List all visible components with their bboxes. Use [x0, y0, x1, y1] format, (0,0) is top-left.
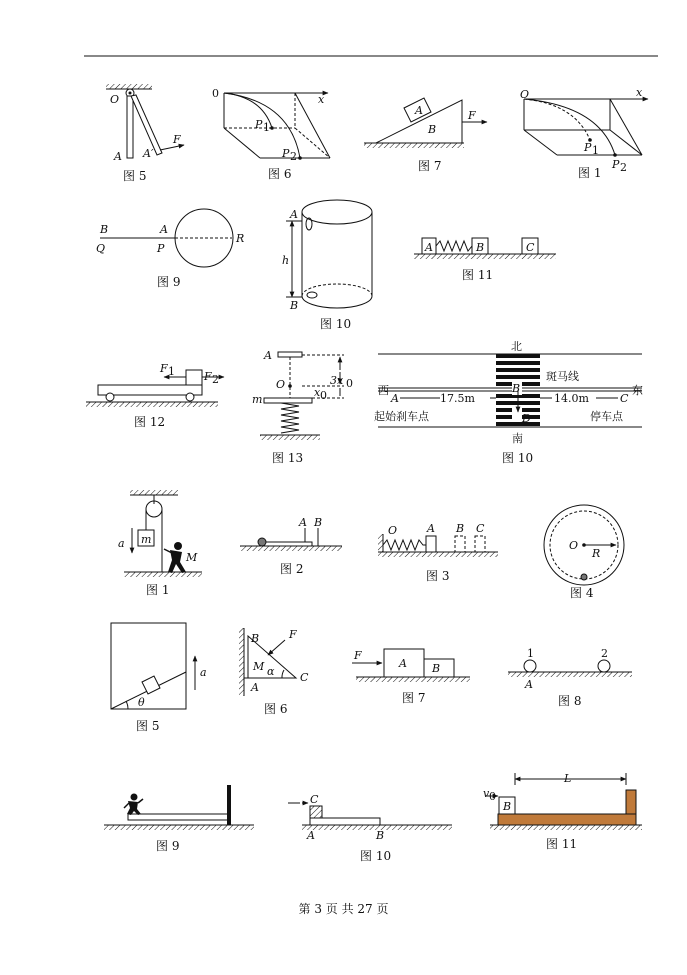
label: 1	[592, 144, 599, 157]
label: B	[476, 241, 485, 254]
figure-caption: 图 6	[268, 167, 292, 181]
figure-r2-9	[96, 209, 244, 289]
figure-caption: 图 12	[134, 415, 166, 429]
figure-caption: 图 8	[558, 694, 582, 708]
label: a	[200, 666, 207, 679]
figure-caption: 图 4	[570, 586, 594, 600]
label: A	[425, 241, 433, 254]
label: B	[456, 522, 465, 535]
figure-r6-9	[104, 785, 254, 853]
label: R	[236, 232, 245, 245]
figure-r5-7	[352, 649, 470, 705]
label: C	[620, 392, 629, 405]
figure-r5-5	[111, 623, 207, 733]
label: 2	[212, 373, 219, 386]
label: x	[318, 93, 325, 106]
label: 0	[320, 389, 327, 402]
label: 1	[168, 365, 175, 378]
label: 起始刹车点	[374, 410, 429, 423]
label: M	[253, 660, 265, 673]
label: A	[160, 223, 168, 236]
label: B	[512, 382, 521, 395]
label: A	[251, 681, 259, 694]
label: 2	[290, 150, 297, 163]
label: 0	[489, 790, 496, 803]
label: P	[282, 147, 290, 160]
figure-r1-6	[212, 87, 330, 181]
label: F	[354, 649, 362, 662]
label: O	[520, 88, 530, 101]
label: A	[290, 208, 298, 221]
label: B	[376, 829, 385, 842]
figure-r3-13	[252, 349, 353, 465]
label: R	[592, 547, 601, 560]
label: A′	[143, 147, 154, 160]
figure-caption: 图 9	[156, 839, 180, 853]
label: 2	[601, 647, 608, 660]
label: D	[522, 412, 531, 425]
label: A	[427, 522, 435, 535]
label: F	[173, 133, 181, 146]
label: A	[114, 150, 122, 163]
label: M	[186, 551, 198, 564]
label: h	[282, 254, 290, 267]
label: P	[584, 141, 592, 154]
label: 北	[511, 340, 522, 353]
label: F	[204, 370, 212, 383]
label: C	[526, 241, 535, 254]
figure-caption: 图 1	[146, 583, 170, 597]
label: 1	[263, 121, 270, 134]
figure-caption: 图 2	[280, 562, 304, 576]
label: A	[307, 829, 315, 842]
label: C	[476, 522, 485, 535]
label: C	[300, 671, 309, 684]
label: A	[415, 104, 423, 117]
figure-r4-3	[378, 522, 498, 583]
figure-caption: 图 11	[546, 837, 578, 851]
label: 2	[620, 161, 627, 174]
label: F	[289, 628, 297, 641]
label: A	[399, 657, 407, 670]
page-footer: 第 3 页 共 27 页	[298, 902, 389, 916]
figure-caption: 图 13	[272, 451, 304, 465]
label: 东	[632, 384, 643, 397]
figure-r5-6	[239, 628, 309, 716]
label: A	[264, 349, 272, 362]
label: 0	[346, 377, 353, 390]
label: 0	[212, 87, 219, 100]
label: 14.0m	[554, 392, 589, 405]
runner-icon	[124, 794, 143, 816]
figure-caption: 图 7	[402, 691, 426, 705]
label: P	[157, 242, 165, 255]
label: m	[252, 393, 263, 406]
figure-caption: 图 5	[136, 719, 160, 733]
figure-caption: 图 11	[462, 268, 494, 282]
label: 17.5m	[440, 392, 475, 405]
figure-caption: 图 9	[157, 275, 181, 289]
label: 停车点	[590, 410, 623, 423]
label: B	[503, 800, 512, 813]
label: L	[564, 772, 572, 785]
label: P	[612, 158, 620, 171]
figure-r1-7	[364, 98, 487, 173]
label: x	[636, 86, 643, 99]
figure-r1-1	[520, 86, 648, 180]
label: θ	[138, 696, 145, 709]
label: B	[251, 632, 260, 645]
figure-caption: 图 10	[320, 317, 352, 331]
label: 西	[378, 384, 389, 397]
figure-r1-5	[106, 84, 184, 183]
label: B	[290, 299, 299, 312]
label: O	[110, 93, 120, 106]
figure-r5-8	[508, 647, 632, 708]
label: B	[100, 223, 109, 236]
label: B	[314, 516, 323, 529]
label: A	[391, 392, 399, 405]
figure-caption: 图 10	[502, 451, 534, 465]
label: Q	[96, 242, 106, 255]
figure-r3-12	[86, 362, 224, 429]
label: A	[299, 516, 307, 529]
label: 斑马线	[546, 370, 579, 383]
label: α	[267, 665, 275, 678]
figure-r4-4	[544, 505, 624, 600]
figure-caption: 图 10	[360, 849, 392, 863]
label: 3x	[330, 374, 344, 387]
figure-r6-11	[483, 772, 642, 851]
label: O	[276, 378, 286, 391]
label: B	[428, 123, 437, 136]
figure-caption: 图 3	[426, 569, 450, 583]
figure-r3-10b	[374, 340, 643, 465]
label: C	[310, 793, 319, 806]
figure-caption: 图 5	[123, 169, 147, 183]
label: m	[141, 533, 152, 546]
person-icon	[164, 542, 186, 573]
label: A	[525, 678, 533, 691]
label: O	[388, 524, 398, 537]
figure-r6-10	[288, 793, 452, 863]
label: v	[483, 787, 490, 800]
figure-r4-2	[240, 516, 342, 576]
figure-r2-11	[414, 238, 556, 282]
label: B	[432, 662, 441, 675]
figure-caption: 图 7	[418, 159, 442, 173]
label: 南	[512, 432, 523, 445]
label: a	[118, 537, 125, 550]
label: F	[160, 362, 168, 375]
label: P	[255, 118, 263, 131]
label: F	[468, 109, 476, 122]
figure-caption: 图 1	[578, 166, 602, 180]
figure-r4-1	[118, 490, 202, 597]
label: O	[569, 539, 579, 552]
figure-r2-10	[282, 200, 372, 331]
label: x	[314, 386, 321, 399]
label: 1	[527, 647, 534, 660]
figure-caption: 图 6	[264, 702, 288, 716]
